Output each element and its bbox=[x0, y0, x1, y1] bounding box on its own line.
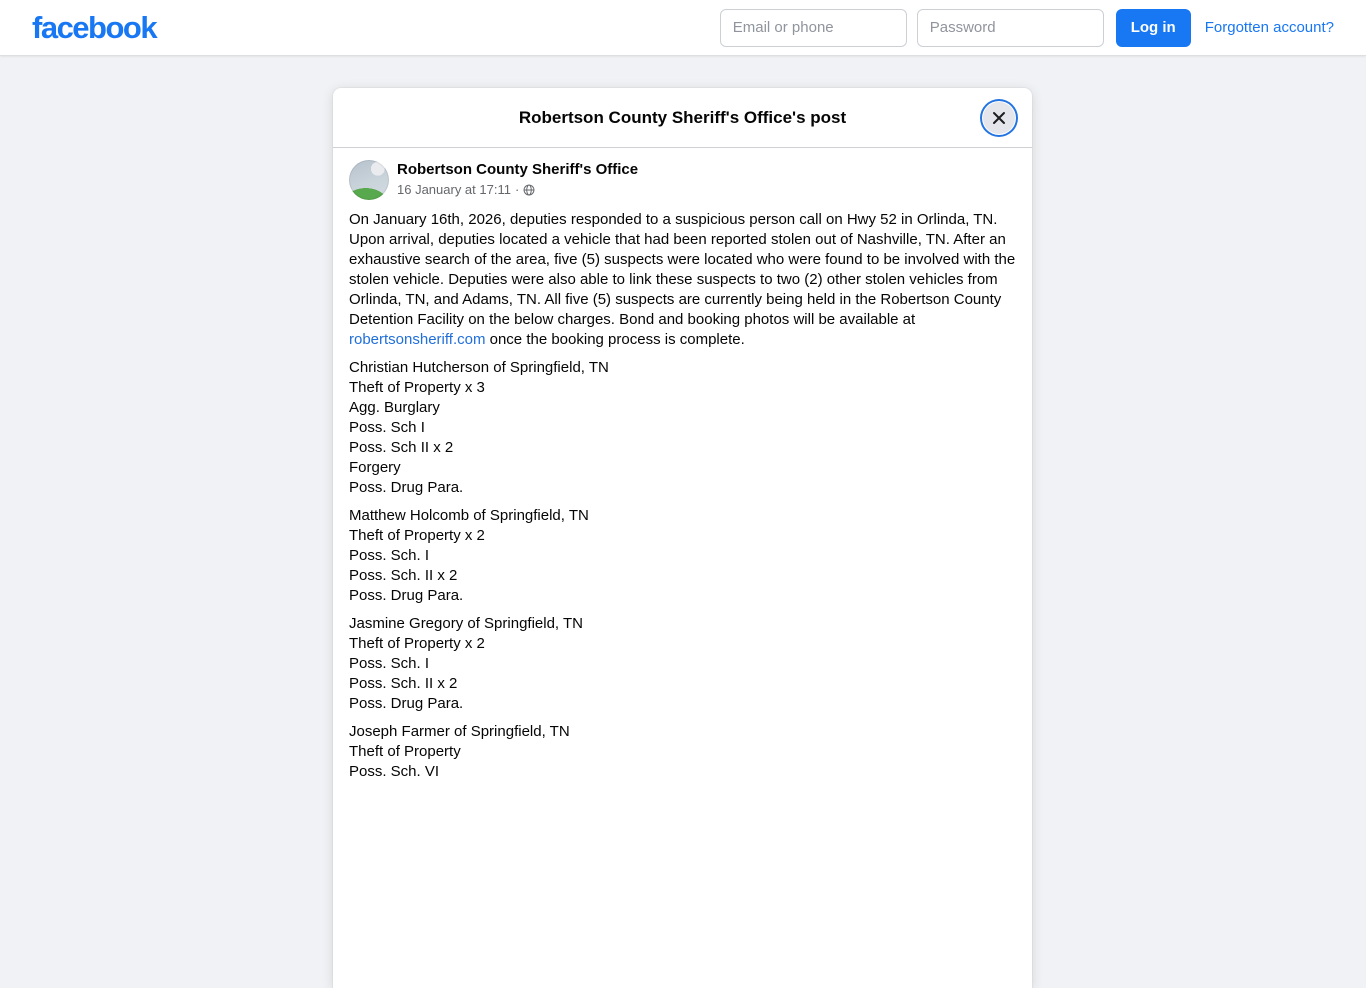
post-modal-header bbox=[333, 88, 1032, 148]
author-block bbox=[397, 160, 638, 197]
charge-line: Agg. Burglary bbox=[349, 399, 440, 416]
login-button[interactable]: Log in bbox=[1116, 9, 1191, 47]
charge-line: Theft of Property x 3 bbox=[349, 379, 485, 396]
charge-line: Poss. Sch. II x 2 bbox=[349, 567, 458, 584]
suspect-block bbox=[349, 358, 1016, 498]
post-body bbox=[349, 210, 1016, 782]
close-icon bbox=[991, 110, 1007, 126]
sheriff-website-link[interactable]: robertsonsheriff.com bbox=[349, 331, 486, 348]
charge-line: Theft of Property bbox=[349, 743, 461, 760]
globe-public-icon bbox=[523, 184, 535, 196]
author-name-link[interactable]: Robertson County Sheriff's Office bbox=[397, 161, 639, 178]
author-avatar[interactable] bbox=[349, 160, 389, 200]
charge-line: Poss. Sch II x 2 bbox=[349, 439, 454, 456]
suspects-container bbox=[349, 358, 1016, 782]
charge-line: Poss. Drug Para. bbox=[349, 587, 464, 604]
meta-separator: · bbox=[514, 182, 520, 197]
email-field[interactable] bbox=[720, 9, 907, 47]
close-button[interactable] bbox=[983, 102, 1015, 134]
charge-line: Poss. Sch. II x 2 bbox=[349, 675, 458, 692]
post-meta bbox=[397, 182, 638, 197]
suspect-name: Jasmine Gregory of Springfield, TN bbox=[349, 615, 583, 632]
suspect-name: Christian Hutcherson of Springfield, TN bbox=[349, 359, 609, 376]
post-intro-text-after-link: once the booking process is complete. bbox=[489, 331, 745, 348]
forgotten-account-link[interactable]: Forgotten account? bbox=[1204, 19, 1334, 36]
suspect-name: Joseph Farmer of Springfield, TN bbox=[349, 723, 570, 740]
suspect-block bbox=[349, 506, 1016, 606]
facebook-logo[interactable]: facebook bbox=[32, 10, 157, 45]
suspect-block bbox=[349, 722, 1016, 782]
post bbox=[333, 148, 1032, 798]
charge-line: Poss. Drug Para. bbox=[349, 695, 464, 712]
suspect-block bbox=[349, 614, 1016, 714]
suspect-name: Matthew Holcomb of Springfield, TN bbox=[349, 507, 589, 524]
password-field[interactable] bbox=[917, 9, 1104, 47]
charge-line: Poss. Sch. VI bbox=[349, 763, 440, 780]
post-modal-title: Robertson County Sheriff's Office's post bbox=[518, 107, 847, 127]
post-timestamp-link[interactable]: 16 January at 17:11 bbox=[397, 182, 511, 197]
login-form bbox=[720, 9, 1334, 47]
post-header bbox=[349, 160, 1016, 200]
charge-line: Poss. Sch. I bbox=[349, 655, 430, 672]
charge-line: Poss. Drug Para. bbox=[349, 479, 464, 496]
post-modal bbox=[333, 88, 1032, 988]
charge-line: Theft of Property x 2 bbox=[349, 527, 485, 544]
charge-line: Poss. Sch. I bbox=[349, 547, 430, 564]
charge-line: Poss. Sch I bbox=[349, 419, 425, 436]
charge-line: Theft of Property x 2 bbox=[349, 635, 485, 652]
post-intro-paragraph bbox=[349, 210, 1016, 350]
charge-line: Forgery bbox=[349, 459, 401, 476]
top-navigation-bar bbox=[0, 0, 1366, 56]
post-intro-text: On January 16th, 2026, deputies responded to a suspicious person call on Hwy 52 in Orlinda, TN. Upon arrival, deputies located a vehicle that had been reported stolen out of Nashville, TN. After an exhaustive search of the area, five (5) suspects were located who were found to be involved with the stolen vehicle. Deputies were also able to link these suspects to two (2) other stolen vehicles from Orlinda, TN, and Adams, TN. All five (5) suspects are currently being held in the Robertson County Detention Facility on the below charges. Bond and booking photos will be available at bbox=[349, 211, 1016, 328]
